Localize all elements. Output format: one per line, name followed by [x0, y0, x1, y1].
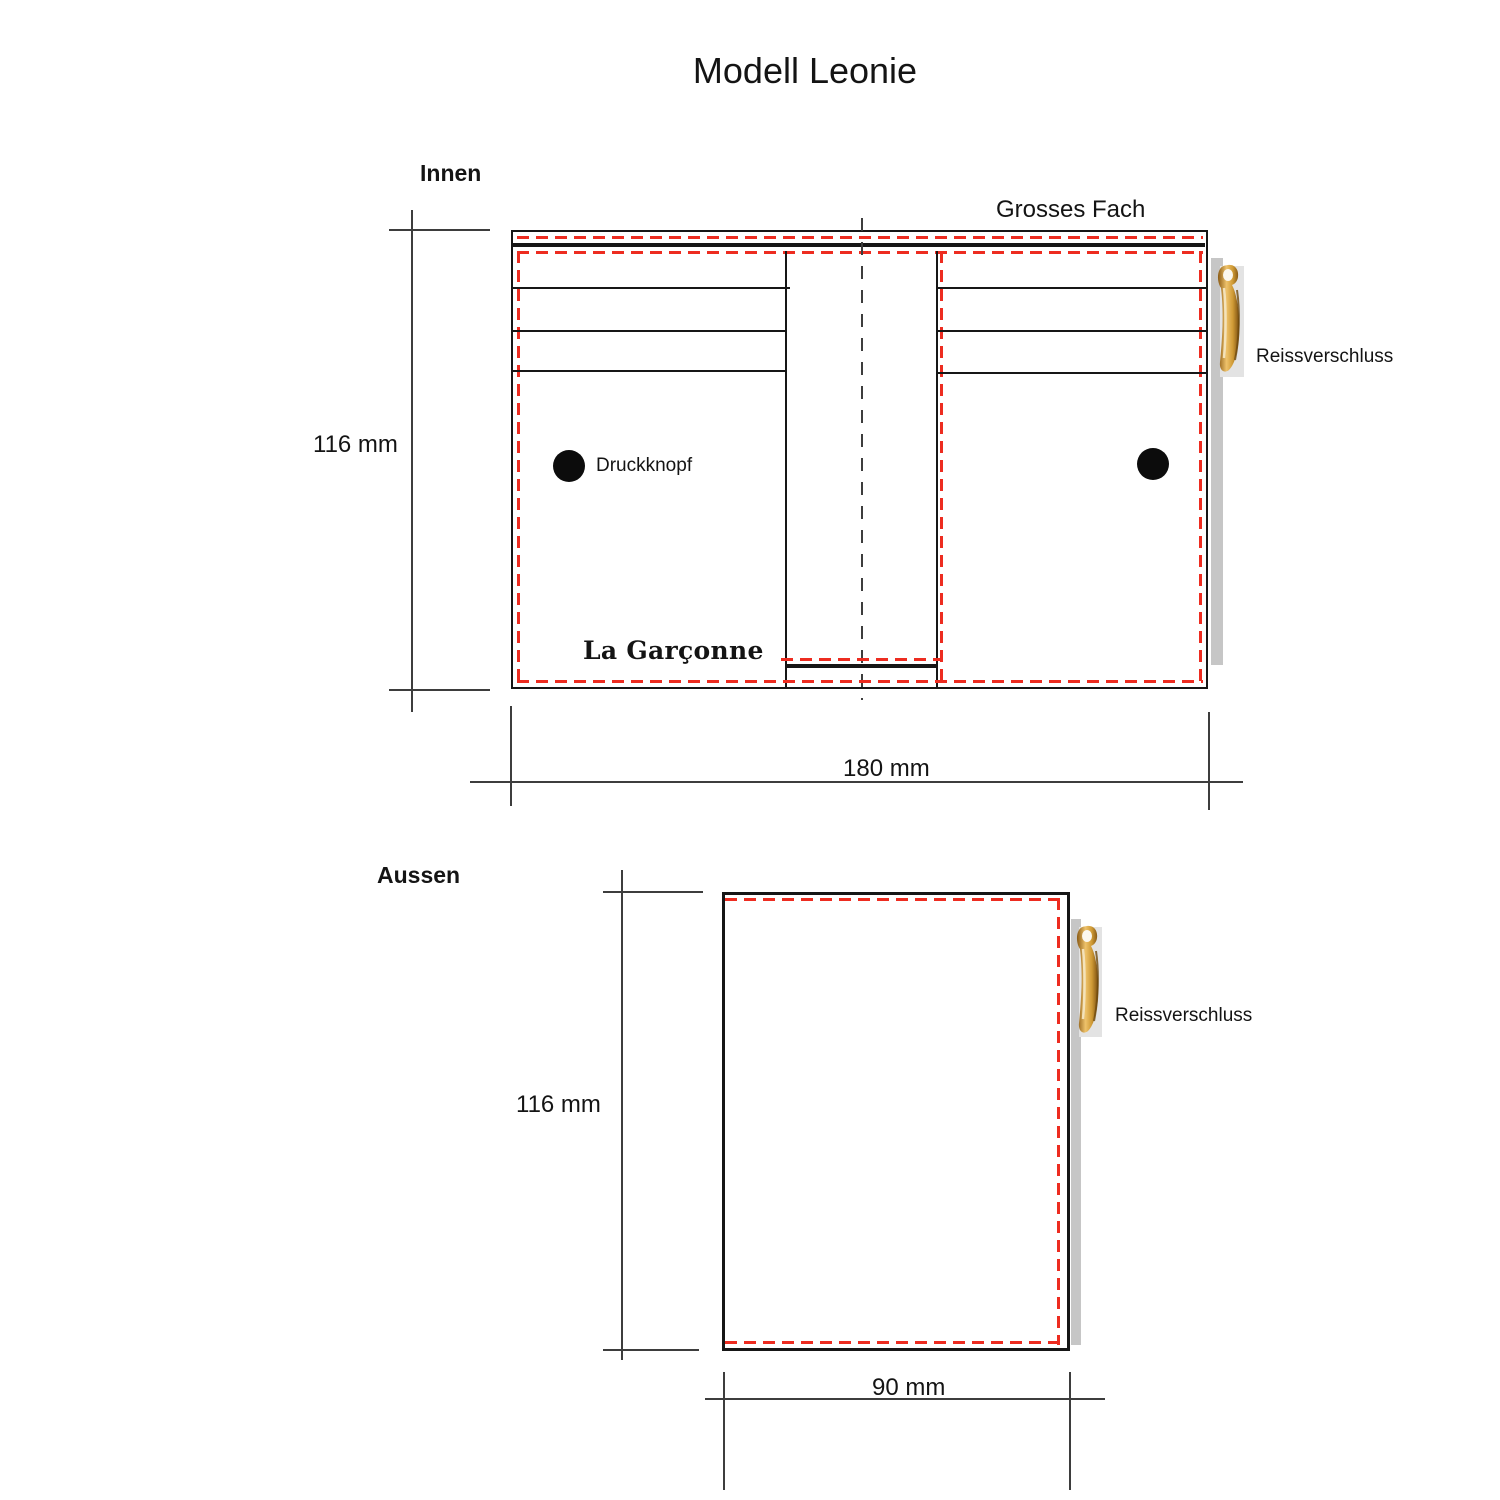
aussen-width-dimension-tick-right [1069, 1372, 1071, 1490]
zipper-label: Reissverschluss [1115, 1005, 1253, 1026]
page-title: Modell Leonie [692, 50, 918, 91]
aussen-bottom-seam-dash [725, 1341, 1059, 1344]
aussen-pattern-outline [722, 892, 1070, 1351]
aussen-height-dimension-label: 116 mm [516, 1091, 601, 1118]
aussen-top-seam-dash [725, 898, 1059, 901]
aussen-section-label: Aussen [377, 862, 461, 888]
innen-section-label: Innen [420, 160, 482, 186]
brand-logo-text: La Garçonne [583, 636, 764, 665]
innen-height-dimension-label: 116 mm [313, 431, 398, 458]
innen-width-dimension-label: 180 mm [843, 755, 930, 782]
snap-button-label: Druckknopf [596, 455, 693, 476]
aussen-height-dimension-tick-bottom [603, 1349, 699, 1351]
aussen-height-dimension-line [621, 870, 623, 1360]
aussen-right-seam-dash [1057, 898, 1060, 1345]
grosses-fach-label: Grosses Fach [996, 196, 1146, 223]
aussen-width-dimension-label: 90 mm [872, 1374, 946, 1401]
aussen-height-dimension-tick-top [603, 891, 703, 893]
zipper-label: Reissverschluss [1256, 346, 1394, 367]
zipper-pull-icon [1072, 923, 1102, 1037]
aussen-width-dimension-tick-left [723, 1372, 725, 1490]
